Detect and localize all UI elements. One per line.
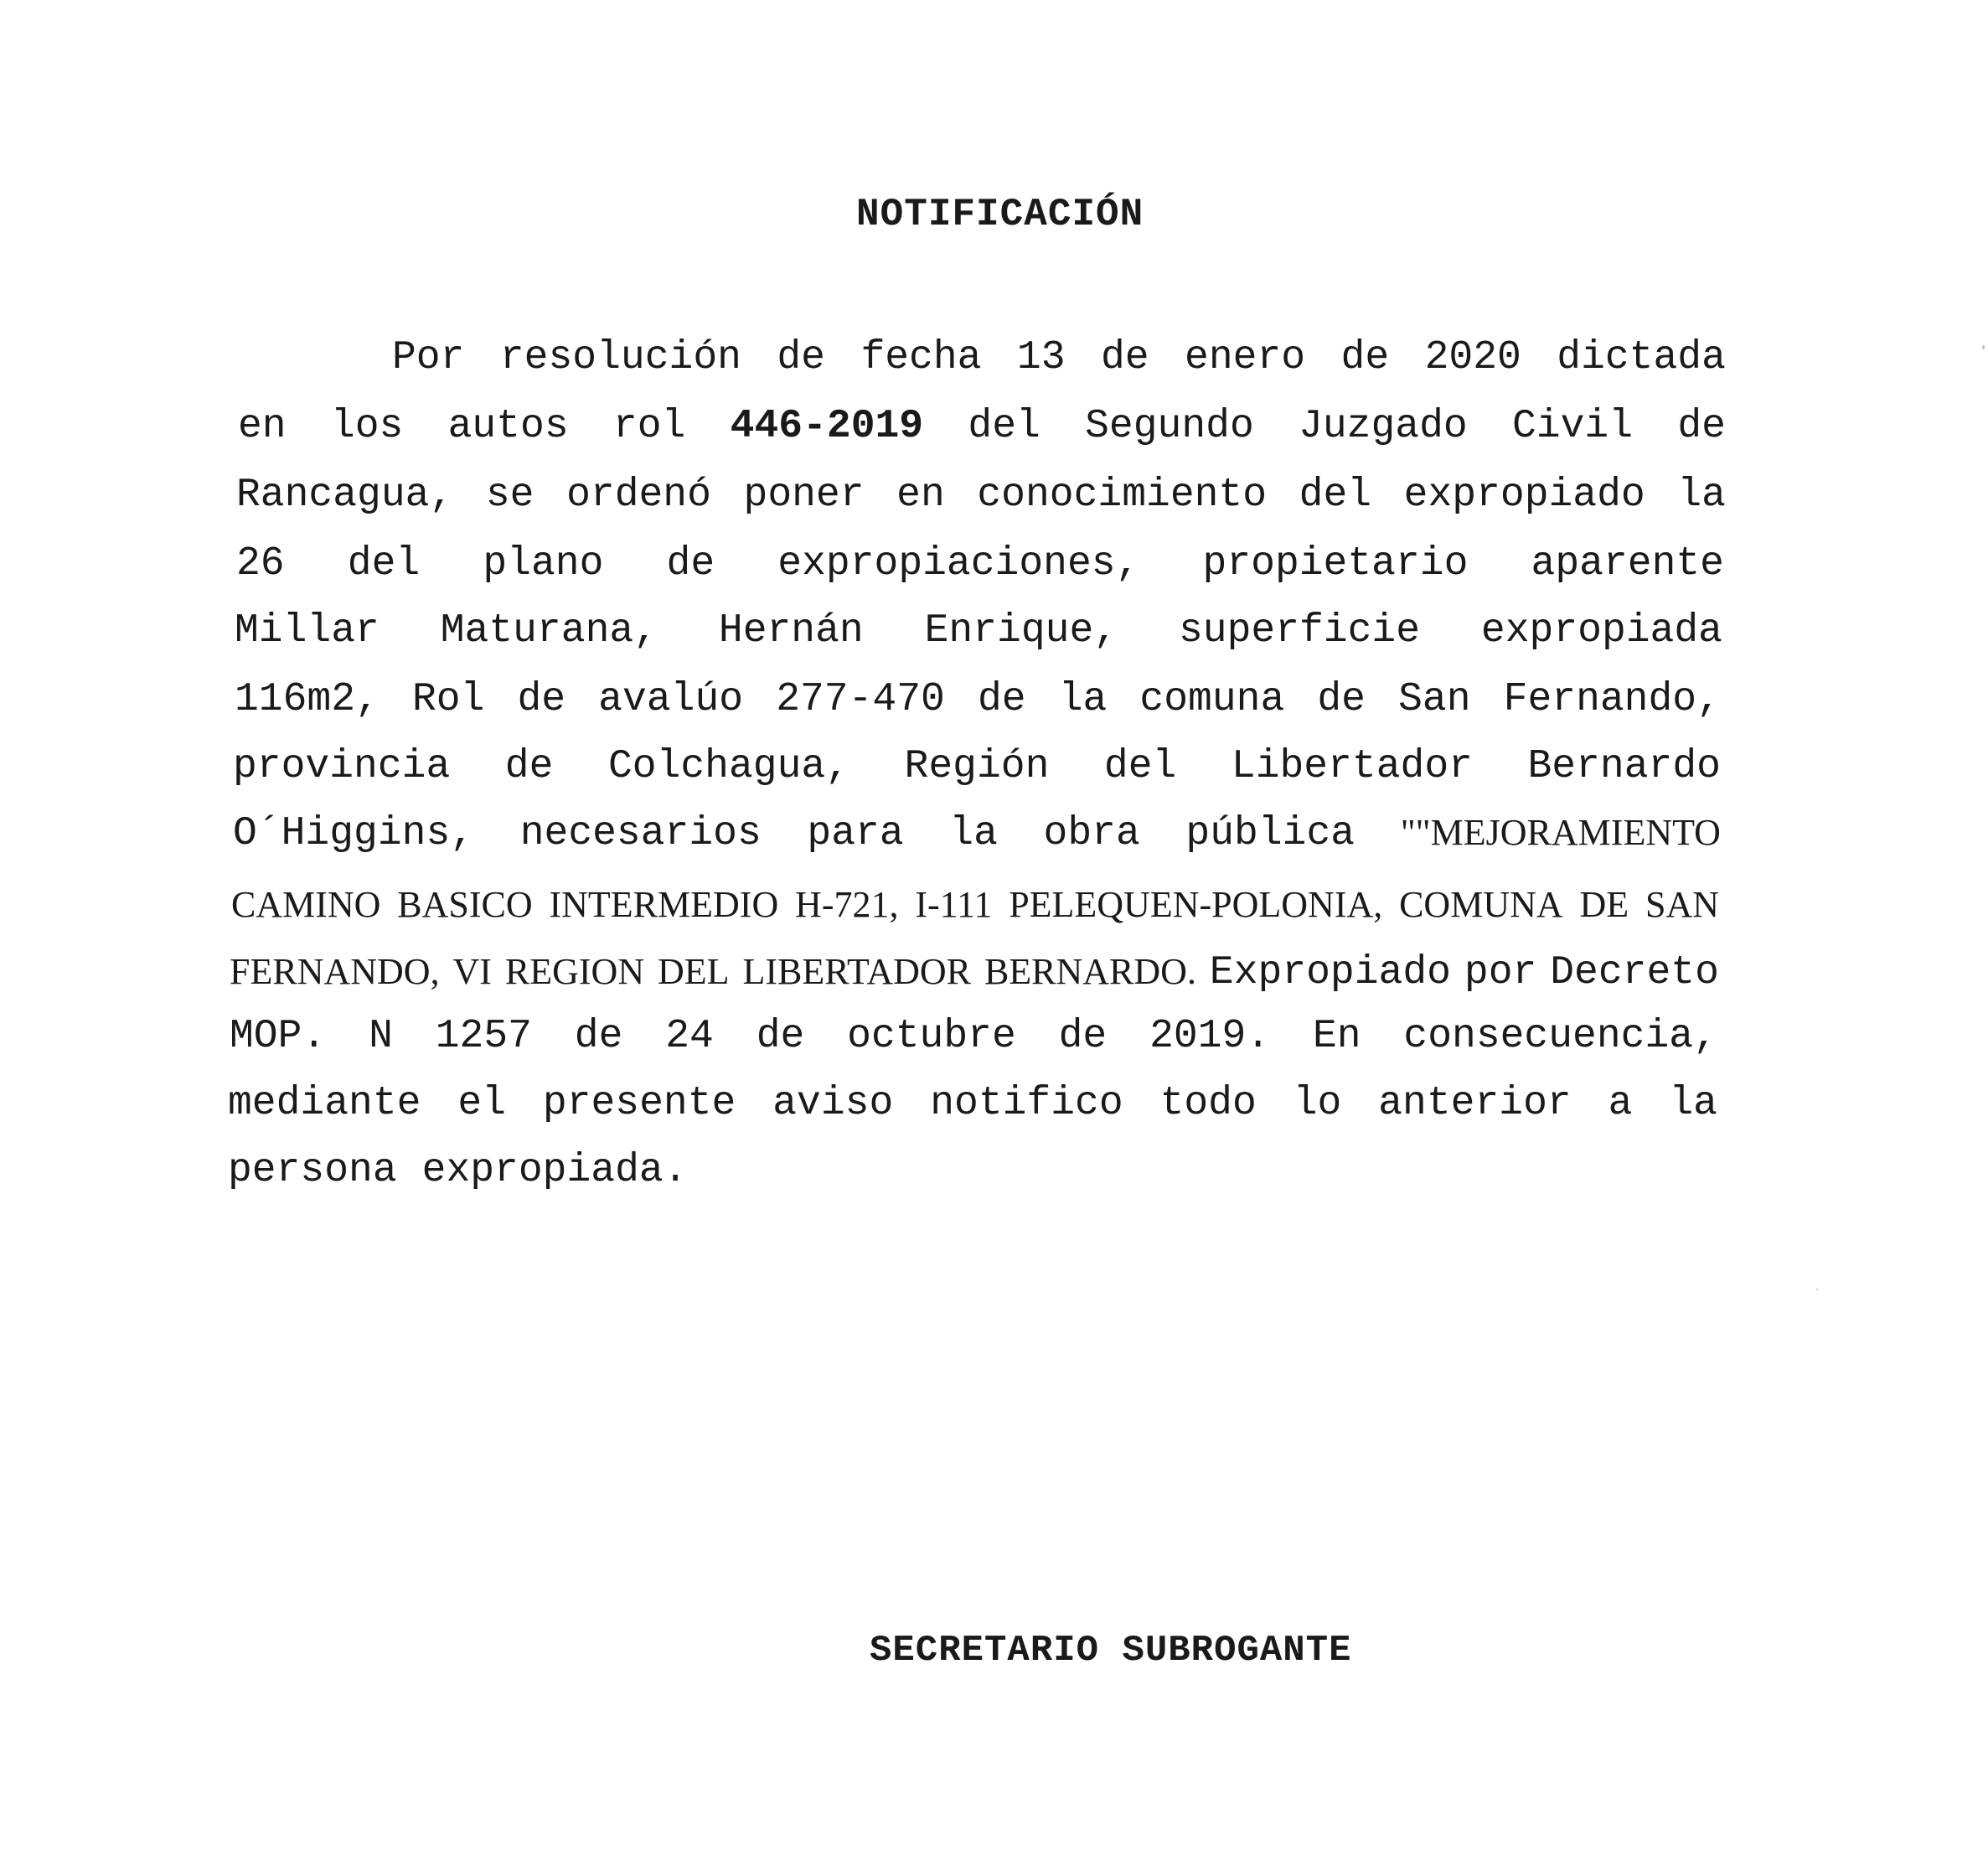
word: de [517, 677, 566, 722]
word: BERNARDO. [984, 951, 1196, 992]
word: de [504, 744, 554, 789]
signature-title: SECRETARIO SUBROGANTE [870, 1630, 1352, 1672]
word: 26 [236, 541, 285, 587]
word: la [1058, 677, 1108, 722]
word: 116m2, [235, 677, 380, 722]
word: MOP. [230, 1014, 327, 1059]
document-title: NOTIFICACIÓN [856, 193, 1144, 236]
word: 2019. [1149, 1014, 1271, 1059]
paragraph-line [233, 811, 1721, 856]
word: Hernán [718, 608, 864, 654]
word: obra [1043, 811, 1140, 856]
word: del [1299, 473, 1372, 518]
word: En [1312, 1014, 1361, 1059]
word: lo [1293, 1081, 1342, 1126]
word: Civil [1512, 404, 1634, 449]
word: Rol [411, 677, 485, 722]
word: 2020 [1424, 335, 1521, 380]
word: de [1677, 404, 1726, 449]
word: en [238, 404, 287, 449]
word: todo [1159, 1081, 1257, 1126]
word: 13 [1016, 335, 1066, 380]
paragraph-line [230, 950, 1719, 995]
paragraph-line [238, 404, 1726, 449]
word: de [1058, 1014, 1108, 1059]
word: de [1317, 677, 1366, 722]
word: LIBERTADOR [742, 951, 971, 992]
word: resolución [499, 335, 741, 380]
word: fecha [860, 335, 982, 380]
word: autos [447, 404, 569, 449]
word: de [977, 677, 1026, 722]
word: mediante [228, 1081, 421, 1126]
word: superficie [1178, 608, 1421, 654]
word: 1257 [435, 1014, 532, 1059]
word: Colchagua, [607, 744, 849, 789]
word: a [1608, 1081, 1633, 1126]
word: Segundo [1085, 404, 1254, 449]
word: Bernardo [1527, 744, 1721, 789]
word: CAMINO [231, 884, 381, 925]
word: propietario [1202, 541, 1469, 587]
word: para [807, 811, 904, 856]
word: se [485, 473, 534, 518]
word: de [777, 335, 825, 380]
word: BASICO [397, 884, 533, 925]
paragraph-line [236, 473, 1726, 518]
word: necesarios [519, 811, 762, 856]
scan-speck [1816, 1289, 1818, 1290]
word: San [1398, 677, 1471, 722]
word: avalúo [598, 677, 744, 722]
paragraph-line [230, 1014, 1717, 1059]
word: la [1677, 473, 1726, 518]
word: conocimiento [977, 473, 1268, 518]
word: la [949, 811, 998, 856]
word: Libertador [1231, 744, 1473, 789]
word: Maturana, [440, 608, 658, 654]
word: anterior [1378, 1081, 1572, 1126]
word: Millar [235, 608, 380, 654]
word: H-721, [795, 884, 899, 925]
word: aviso [772, 1081, 894, 1126]
paragraph-line [392, 335, 1726, 380]
word: expropiado [1403, 473, 1645, 518]
word: REGION [504, 951, 645, 992]
word: la [1669, 1081, 1717, 1126]
word: de [1100, 335, 1149, 380]
word: INTERMEDIO [549, 884, 779, 925]
word: Región [904, 744, 1050, 789]
paragraph-line [236, 541, 1724, 587]
word: Expropiado [1209, 950, 1451, 995]
paragraph-line [231, 883, 1719, 926]
word: DEL [658, 951, 730, 992]
paragraph-line [233, 744, 1721, 789]
word: por [1464, 950, 1537, 995]
word: I-111 [915, 884, 993, 925]
word: expropiada [1480, 608, 1722, 654]
word: FERNANDO, [230, 951, 440, 992]
word: expropiada. [421, 1148, 688, 1193]
paragraph-line [228, 1081, 1717, 1126]
word: enero [1185, 335, 1306, 380]
word: del [1103, 744, 1177, 789]
word: del [968, 404, 1040, 449]
word: DE [1579, 884, 1629, 925]
word: Decreto [1550, 950, 1719, 995]
word: dictada [1557, 335, 1726, 380]
paragraph-line [235, 677, 1721, 722]
word: N [369, 1014, 393, 1059]
word: COMUNA [1399, 884, 1563, 925]
word: notifico [930, 1081, 1123, 1126]
word: rol [612, 404, 686, 449]
word: en [896, 473, 945, 518]
word: el [457, 1081, 506, 1126]
word: PELEQUEN-POLONIA, [1009, 884, 1383, 925]
case-number: 446-2019 [730, 404, 924, 449]
scan-speck [1982, 345, 1985, 349]
word: poner [743, 473, 865, 518]
word: Fernando, [1503, 677, 1721, 722]
word: ""MEJORAMIENTO [1400, 812, 1721, 853]
word: Juzgado [1299, 404, 1468, 449]
word: Rancagua, [236, 473, 454, 518]
paragraph-line [235, 608, 1722, 654]
word: de [1340, 335, 1390, 380]
word: Por [392, 335, 465, 380]
word: los [330, 404, 404, 449]
paragraph-line [228, 1148, 688, 1193]
word: pública [1185, 811, 1355, 856]
word: expropiaciones, [777, 541, 1140, 587]
word: de [756, 1014, 805, 1059]
word: ordenó [566, 473, 711, 518]
word: de [666, 541, 715, 587]
word: plano [483, 541, 604, 587]
word: del [347, 541, 421, 587]
word: provincia [233, 744, 451, 789]
word: 24 [665, 1014, 714, 1059]
word: de [574, 1014, 623, 1059]
word: O´Higgins, [233, 811, 475, 856]
word: octubre [847, 1014, 1016, 1059]
word: 277-470 [776, 677, 945, 722]
word: comuna [1139, 677, 1285, 722]
word: VI [452, 951, 492, 992]
word: aparente [1531, 541, 1724, 587]
word: presente [542, 1081, 736, 1126]
word: SAN [1645, 884, 1719, 925]
word: Enrique, [924, 608, 1118, 654]
word: consecuencia, [1403, 1014, 1717, 1059]
word: persona [228, 1148, 397, 1193]
